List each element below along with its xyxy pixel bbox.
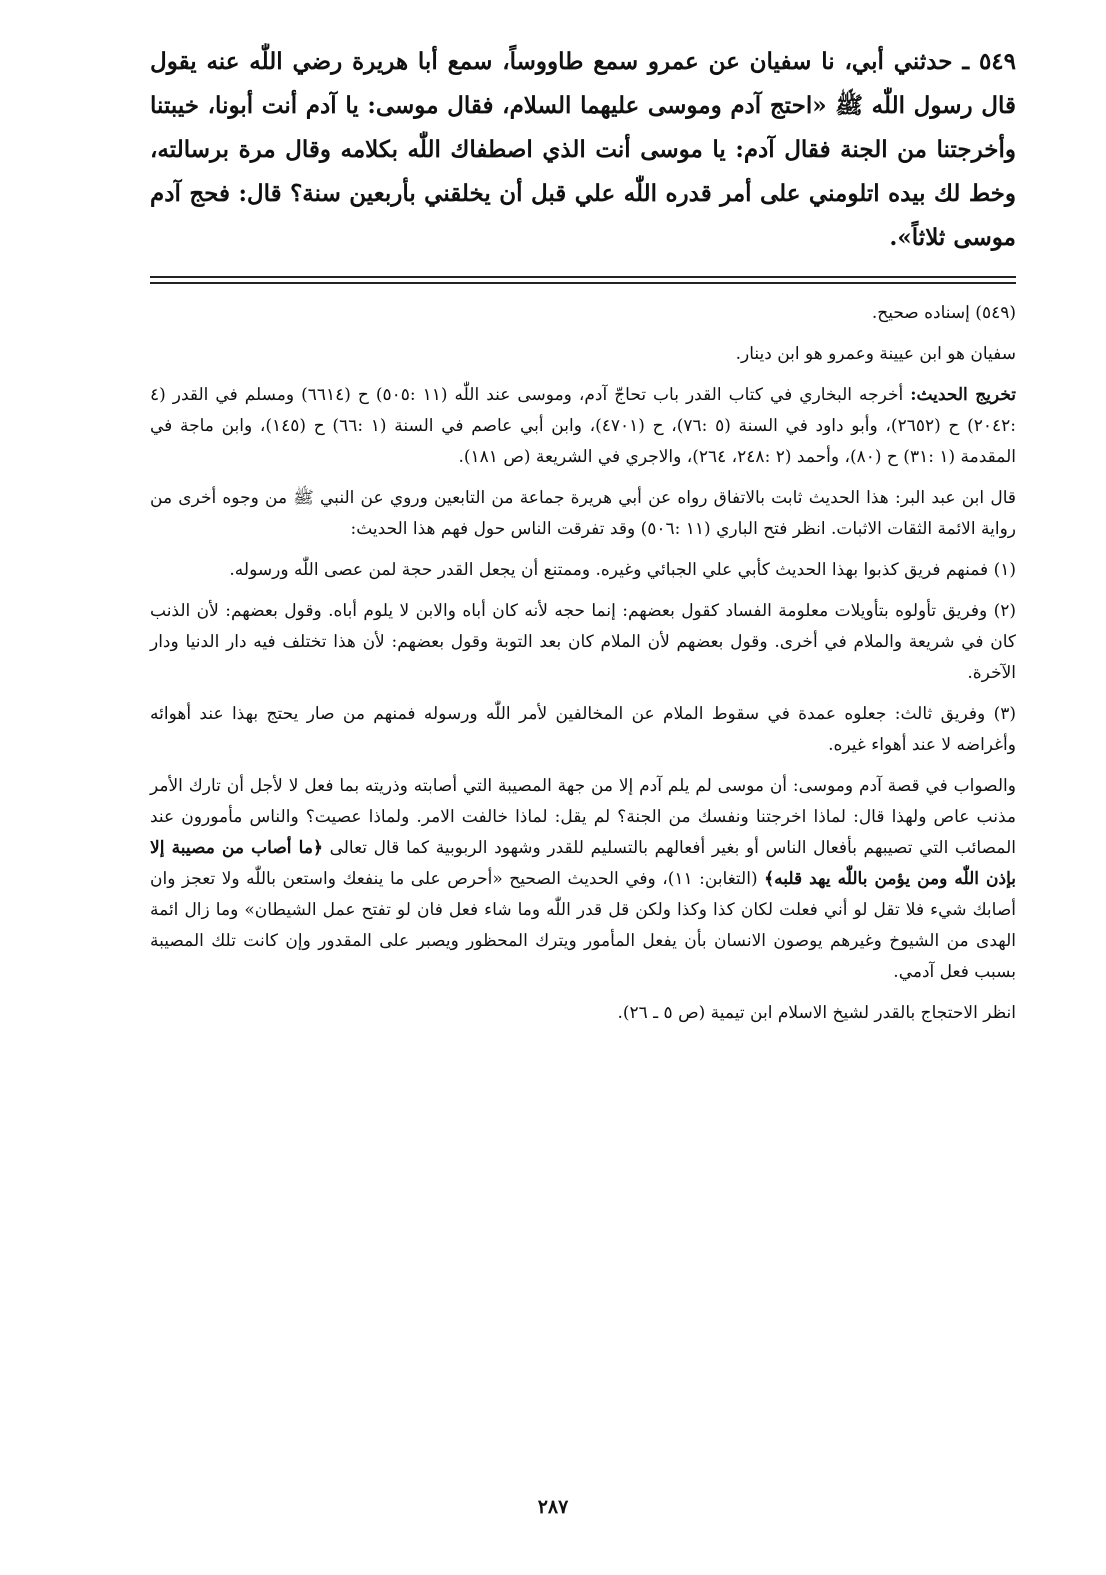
quran-verse: ﴿ما أصاب من مصيبة إلا بإذن اللّٰه ومن يؤمن باللّٰه يهد قلبه﴾ bbox=[150, 838, 1016, 889]
separator-rule bbox=[150, 276, 1016, 284]
footnotes bbox=[150, 298, 1016, 1029]
takhrij-note bbox=[150, 380, 1016, 473]
isnad-note: (٥٤٩) إسناده صحيح. bbox=[871, 303, 1016, 323]
sawab-text-2: (التغابن: ١١)، وفي الحديث الصحيح «أحرص على ما ينفعك واستعن باللّٰه ولا تعجز وان أصابك شيء فلا تقل لو أني فعلت لكان كذا وكذا ولكن قل قدر اللّٰه وما شاء فعل فان لو تفتح عمل الشيطان» وما زال ائمة الهدى من الشيوخ وغيرهم يوصون الانسان بأن يفعل المأمور ويترك المحظور ويصبر على المقدور وإن كانت تلك المصيبة بسبب فعل آدمي. bbox=[150, 869, 1016, 982]
group-1-note: (١) فمنهم فريق كذبوا بهذا الحديث كأبي علي الجبائي وغيره. وممتنع أن يجعل القدر حجة لمن عصى اللّٰه ورسوله. bbox=[229, 560, 1016, 580]
narrators-note: سفيان هو ابن عيينة وعمرو هو ابن دينار. bbox=[735, 344, 1016, 364]
takhrij-label: تخريج الحديث: bbox=[910, 385, 1017, 405]
takhrij-text: أخرجه البخاري في كتاب القدر باب تحاجّ آدم، وموسى عند اللّٰه (١١ :٥٠٥) ح (٦٦١٤) ومسلم في القدر (٤ :٢٠٤٢) ح (٢٦٥٢)، وأبو داود في السنة (٥ :٧٦)، ح (٤٧٠١)، وابن أبي عاصم في السنة (١ :٦٦) ح (١٤٥)، وابن ماجة في المقدمة (١ :٣١) ح (٨٠)، وأحمد (٢ :٢٤٨، ٢٦٤)، والاجري في الشريعة (ص ١٨١). bbox=[150, 385, 1016, 467]
page bbox=[150, 40, 1016, 1039]
group-3-note: (٣) وفريق ثالث: جعلوه عمدة في سقوط الملام عن المخالفين لأمر اللّٰه ورسوله فمنهم من صار يحتج بهذا عند أهوائه وأغراضه لا عند أهواء غيره. bbox=[150, 704, 1016, 755]
sawab-text-1: والصواب في قصة آدم وموسى: أن موسى لم يلم آدم إلا من جهة المصيبة التي أصابته وذريته بما فعل لا لأجل أن تارك الأمر مذنب عاص ولهذا قال: لماذا اخرجتنا ونفسك من الجنة؟ لم يقل: لماذا خالفت الامر. ولماذا عصيت؟ والناس مأمورون عند المصائب التي تصيبهم بأفعال الناس أو بغير أفعالهم بالتسليم للقدر وشهود الربوبية كما قال تعالى bbox=[150, 776, 1017, 858]
page-number: ٢٨٧ bbox=[537, 1496, 569, 1518]
hadith-text bbox=[150, 40, 1016, 260]
ibn-abd-albarr-note: قال ابن عبد البر: هذا الحديث ثابت بالاتفاق رواه عن أبي هريرة جماعة من التابعين وروي عن النبي ﷺ من وجوه أخرى من رواية الائمة الثقات الاثبات. انظر فتح الباري (١١ :٥٠٦) وقد تفرقت الناس حول فهم هذا الحديث: bbox=[150, 488, 1016, 539]
sawab-note bbox=[150, 771, 1016, 988]
group-2-note: (٢) وفريق تأولوه بتأويلات معلومة الفساد كقول بعضهم: إنما حجه لأنه كان أباه والابن لا يلوم أباه. وقول بعضهم: لأن الذنب كان في شريعة والملام في أخرى. وقول بعضهم لأن الملام كان بعد التوبة وقول بعضهم: لأن هذا تختلف فيه دار الدنيا ودار الآخرة. bbox=[150, 601, 1016, 683]
reference-note: انظر الاحتجاج بالقدر لشيخ الاسلام ابن تيمية (ص ٥ ـ ٢٦). bbox=[617, 1003, 1016, 1023]
hadith-549: ٥٤٩ ـ حدثني أبي، نا سفيان عن عمرو سمع طاووساً، سمع أبا هريرة رضي اللّٰه عنه يقول قال رسول اللّٰه ﷺ «احتج آدم وموسى عليهما السلام، فقال موسى: يا آدم أنت أبونا، خيبتنا وأخرجتنا من الجنة فقال آدم: يا موسى أنت الذي اصطفاك اللّٰه بكلامه وقال مرة برسالته، وخط لك بيده اتلومني على أمر قدره اللّٰه علي قبل أن يخلقني بأربعين سنة؟ قال: فحج آدم موسى ثلاثاً». bbox=[150, 48, 1016, 251]
